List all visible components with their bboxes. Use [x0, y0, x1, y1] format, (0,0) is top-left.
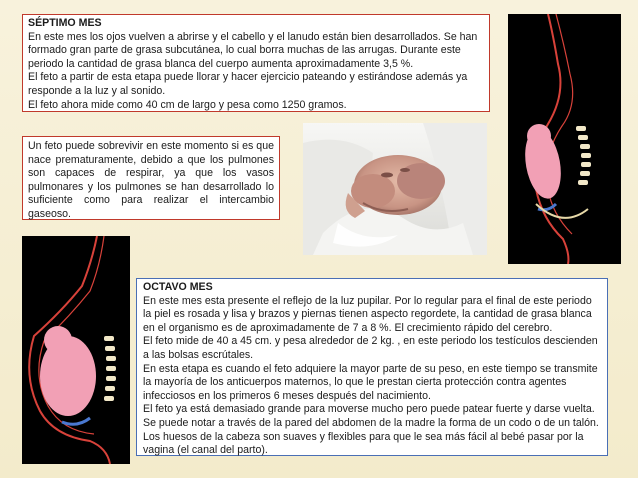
septimo-paragraph: El feto a partir de esta etapa puede llorar y hacer ejercicio pateando y estirándose además ya responde a la luz y al sonido.: [28, 71, 468, 97]
octavo-mes-textbox: [136, 278, 608, 456]
septimo-paragraph: El feto ahora mide como 40 cm de largo y pesa como 1250 gramos.: [28, 98, 347, 111]
septimo-paragraph: En este mes los ojos vuelven a abrirse y el cabello y el lanudo están bien desarrollados. Se han formado gran parte de grasa subcutánea, lo cual borra muchas de las arrugas. Durante este periodo la cantidad de grasa blanca del cuerpo aumenta aproximadamente 3,5 %.: [28, 30, 478, 70]
pregnant-silhouette-seventh-month: [508, 14, 621, 264]
octavo-paragraph: En esta etapa es cuando el feto adquiere la mayor parte de su peso, en este tiempo se transmite la mayoría de los anticuerpos maternos, lo que le prestan cierta protección contra agentes infecciosos en los primeros 6 meses después del nacimiento.: [143, 362, 598, 402]
premature-baby-photo: [303, 123, 487, 255]
pregnant-silhouette-eighth-month: [22, 236, 130, 464]
octavo-mes-title: OCTAVO MES: [143, 281, 213, 293]
survival-textbox: [22, 136, 280, 220]
octavo-paragraph: El feto mide de 40 a 45 cm. y pesa alrededor de 2 kg. , en este periodo los testículos descienden a las bolsas escrútales.: [143, 335, 598, 361]
survival-text: Un feto puede sobrevivir en este momento si es que nace prematuramente, debido a que los pulmones son capaces de respirar, ya que los vasos pulmonares y los pulmones se han desarrollado lo suficiente como para realizar el intercambio gaseoso.: [28, 140, 274, 220]
octavo-paragraph: El feto ya está demasiado grande para moverse mucho pero puede patear fuerte y darse vuelta. Se puede notar a través de la pared del abdomen de la madre la forma de un codo o de un talón. Los huesos de la cabeza son suaves y flexibles para que le sea más fácil al bebé pasar por la vagina (el canal del parto).: [143, 403, 599, 457]
septimo-mes-title: SÉPTIMO MES: [28, 17, 102, 29]
octavo-paragraph: En este mes esta presente el reflejo de la luz pupilar. Por lo regular para el final de este periodo la piel es rosada y lisa y brazos y piernas tienen aspecto regordete, la cantidad de grasa blanca en el organismo es de aproximadamente de 7 a 8 %. El crecimiento rápido del cerebro.: [143, 294, 592, 334]
septimo-mes-textbox: [22, 14, 490, 112]
